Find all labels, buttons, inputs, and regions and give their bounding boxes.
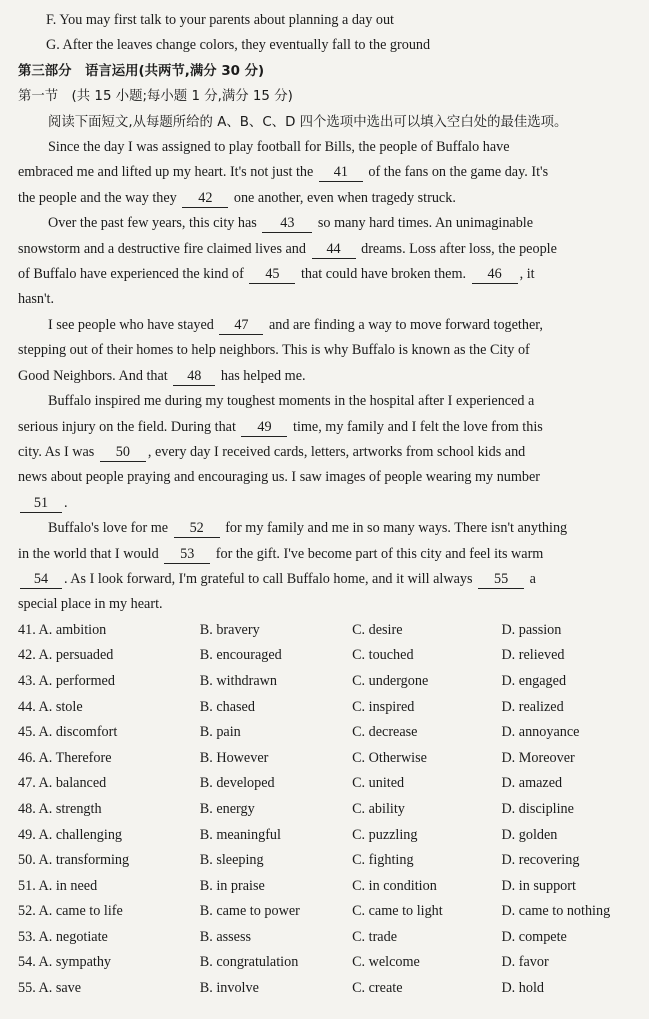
passage-text: a [529, 570, 536, 587]
option-45-b: B. pain [199, 724, 241, 741]
passage-p5-line3 [18, 567, 639, 592]
option-46-d: D. Moreover [501, 749, 575, 766]
option-43-b: B. withdrawn [199, 672, 278, 689]
option-51-c: C. in condition [352, 877, 437, 894]
instruction: 阅读下面短文,从每题所给的 A、B、C、D 四个选项中选出可以填入空白处的最佳选项。 [48, 114, 568, 130]
option-49-c: C. puzzling [352, 826, 418, 843]
option-47-d: D. amazed [501, 775, 563, 792]
passage-text: dreams. Loss after loss, the people [361, 240, 557, 257]
passage-text: Since the day I was assigned to play football for Bills, the people of Buffalo have [48, 139, 510, 156]
option-49-b: B. meaningful [199, 826, 281, 843]
option-54-a: 54. A. sympathy [18, 954, 112, 971]
option-44-d: D. realized [501, 698, 564, 715]
option-46-a: 46. A. Therefore [18, 749, 112, 766]
passage-p4-line1: Buffalo inspired me during my toughest moments in the hospital after I experienced a [48, 393, 535, 410]
option-g: G. After the leaves change colors, they eventually fall to the ground [46, 37, 431, 54]
blank-52: 52 [174, 519, 220, 538]
option-53-c: C. trade [352, 928, 397, 945]
passage-p4-line5 [18, 491, 639, 516]
option-41-c: C. desire [352, 621, 403, 638]
passage-text: , every day I received cards, letters, artworks from school kids and [147, 443, 526, 460]
option-row-47 [18, 771, 639, 797]
passage-p3-line3 [18, 364, 639, 389]
passage-text: for the gift. I've become part of this city and feel its warm [215, 545, 544, 562]
option-47-b: B. developed [199, 775, 275, 792]
option-45-c: C. decrease [352, 724, 418, 741]
passage-text: the people and the way they [18, 189, 177, 206]
passage-text: of the fans on the game day. It's [368, 164, 549, 181]
passage-p5-line4: special place in my heart. [18, 596, 163, 613]
passage-p2-line1 [18, 211, 639, 236]
blank-47: 47 [219, 316, 263, 335]
passage-text: has helped me. [220, 367, 306, 384]
blank-45: 45 [249, 265, 295, 284]
option-41-a: 41. A. ambition [18, 621, 107, 638]
passage-text: I see people who have stayed [48, 316, 214, 333]
option-48-d: D. discipline [501, 800, 574, 817]
option-row-42 [18, 643, 639, 669]
passage-text: embraced me and lifted up my heart. It's not just the [18, 164, 314, 181]
passage-p5-line2 [18, 542, 639, 567]
passage-p2-line3 [18, 262, 639, 287]
option-45-d: D. annoyance [501, 724, 580, 741]
option-55-c: C. create [352, 980, 403, 997]
blank-54: 54 [20, 570, 62, 589]
option-47-a: 47. A. balanced [18, 775, 107, 792]
passage-p2-line2 [18, 237, 639, 262]
passage-p4-line3 [18, 440, 639, 465]
passage-text: of Buffalo have experienced the kind of [18, 266, 244, 283]
option-f: F. You may first talk to your parents about planning a day out [46, 12, 394, 28]
option-43-d: D. engaged [501, 672, 567, 689]
option-51-a: 51. A. in need [18, 877, 98, 894]
sub-title: 第一节 (共 15 小题;每小题 1 分,满分 15 分) [18, 89, 293, 105]
option-48-c: C. ability [352, 800, 405, 817]
passage-text: so many hard times. An unimaginable [317, 215, 534, 232]
option-row-50 [18, 848, 639, 874]
option-50-d: D. recovering [501, 852, 580, 869]
passage-text: for my family and me in so many ways. There isn't anything [225, 520, 568, 537]
option-53-b: B. assess [199, 928, 252, 945]
option-row-41 [18, 618, 639, 644]
blank-44: 44 [312, 240, 356, 259]
blank-42: 42 [182, 189, 228, 208]
option-44-c: C. inspired [352, 698, 415, 715]
blank-50: 50 [100, 443, 146, 462]
blank-51: 51 [20, 494, 62, 513]
option-55-d: D. hold [501, 980, 544, 997]
passage-text: . As I look forward, I'm grateful to call Buffalo home, and it will always [64, 570, 473, 587]
option-41-d: D. passion [501, 621, 562, 638]
passage-text: Over the past few years, this city has [48, 215, 257, 232]
passage-text: Buffalo's love for me [48, 520, 169, 537]
options-grid [18, 618, 639, 1002]
option-51-d: D. in support [501, 877, 576, 894]
option-52-d: D. came to nothing [501, 903, 611, 920]
option-44-b: B. chased [199, 698, 255, 715]
blank-41: 41 [319, 163, 363, 182]
blank-43: 43 [262, 214, 312, 233]
passage-text: , it [519, 266, 535, 283]
option-52-b: B. came to power [199, 903, 300, 920]
option-43-a: 43. A. performed [18, 672, 115, 689]
option-49-d: D. golden [501, 826, 558, 843]
option-row-53 [18, 925, 639, 951]
passage-text: time, my family and I felt the love from this [293, 418, 543, 435]
option-row-51 [18, 874, 639, 900]
passage-p5-line1 [18, 516, 639, 541]
option-42-c: C. touched [352, 647, 414, 664]
option-42-a: 42. A. persuaded [18, 647, 114, 664]
option-53-a: 53. A. negotiate [18, 928, 108, 945]
passage-p1-line2 [18, 160, 639, 185]
option-42-b: B. encouraged [199, 647, 282, 664]
option-55-a: 55. A. save [18, 980, 82, 997]
option-row-46 [18, 746, 639, 772]
option-row-54 [18, 950, 639, 976]
option-50-b: B. sleeping [199, 852, 264, 869]
blank-55: 55 [478, 570, 524, 589]
passage-p2-line4: hasn't. [18, 291, 55, 308]
part-title: 第三部分 语言运用(共两节,满分 30 分) [18, 63, 265, 79]
passage-text: in the world that I would [18, 545, 159, 562]
option-42-d: D. relieved [501, 647, 565, 664]
passage-text: one another, even when tragedy struck. [233, 189, 456, 206]
blank-53: 53 [164, 545, 210, 564]
option-54-b: B. congratulation [199, 954, 299, 971]
passage-text: snowstorm and a destructive fire claimed lives and [18, 240, 306, 257]
passage-p1-line1 [18, 135, 639, 160]
option-row-44 [18, 695, 639, 721]
option-50-c: C. fighting [352, 852, 414, 869]
option-46-c: C. Otherwise [352, 749, 427, 766]
passage-p1-line3 [18, 186, 639, 211]
option-48-a: 48. A. strength [18, 800, 102, 817]
passage-text: serious injury on the field. During that [18, 418, 236, 435]
passage-text: that could have broken them. [300, 266, 467, 283]
option-52-a: 52. A. came to life [18, 903, 123, 920]
blank-46: 46 [472, 265, 518, 284]
option-row-52 [18, 899, 639, 925]
option-43-c: C. undergone [352, 672, 429, 689]
passage-p4-line2 [18, 415, 639, 440]
passage-text: city. As I was [18, 443, 95, 460]
option-row-43 [18, 669, 639, 695]
option-row-48 [18, 797, 639, 823]
option-52-c: C. came to light [352, 903, 443, 920]
passage-text: and are finding a way to move forward together, [268, 316, 543, 333]
option-row-49 [18, 823, 639, 849]
option-51-b: B. in praise [199, 877, 265, 894]
option-49-a: 49. A. challenging [18, 826, 123, 843]
option-46-b: B. However [199, 749, 269, 766]
option-53-d: D. compete [501, 928, 567, 945]
option-54-c: C. welcome [352, 954, 420, 971]
option-50-a: 50. A. transforming [18, 852, 130, 869]
option-row-45 [18, 720, 639, 746]
passage-text: . [64, 494, 68, 511]
option-45-a: 45. A. discomfort [18, 724, 118, 741]
option-47-c: C. united [352, 775, 405, 792]
passage-p4-line4: news about people praying and encouraging us. I saw images of people wearing my number [18, 469, 541, 486]
blank-49: 49 [241, 418, 287, 437]
option-54-d: D. favor [501, 954, 549, 971]
passage-text: Good Neighbors. And that [18, 367, 168, 384]
option-row-55 [18, 976, 639, 1002]
blank-48: 48 [173, 367, 215, 386]
passage-p3-line1 [18, 313, 639, 338]
option-44-a: 44. A. stole [18, 698, 83, 715]
option-41-b: B. bravery [199, 621, 260, 638]
passage-p3-line2: stepping out of their homes to help neighbors. This is why Buffalo is known as the City of [18, 342, 530, 359]
option-55-b: B. involve [199, 980, 259, 997]
option-48-b: B. energy [199, 800, 255, 817]
